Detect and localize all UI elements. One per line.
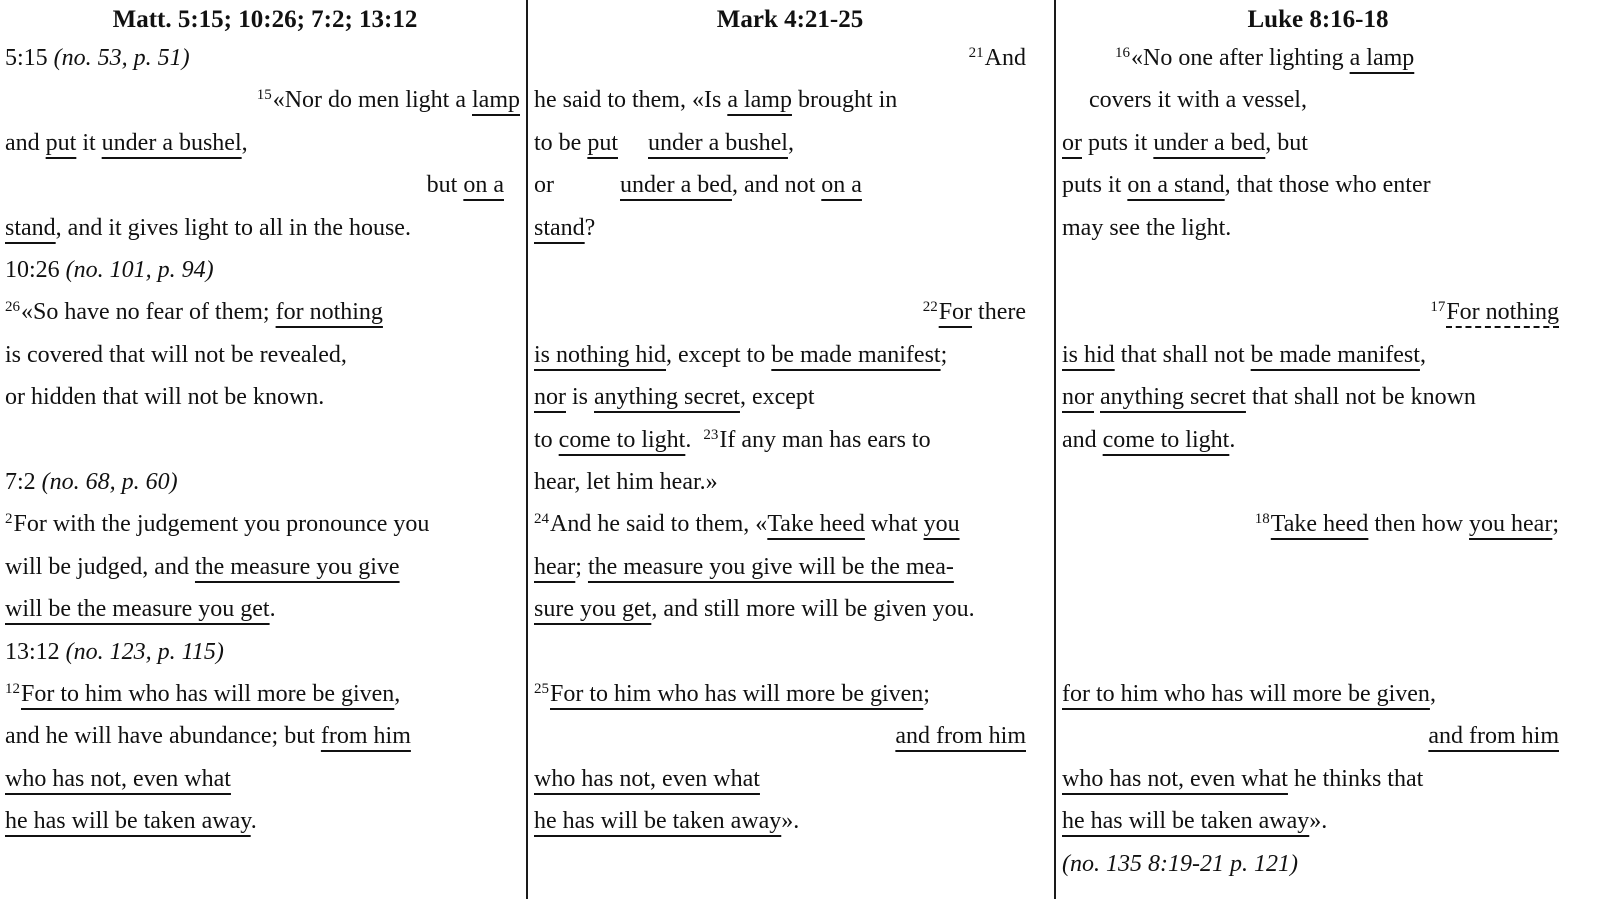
parallel-phrase: he has will be taken away [534, 808, 782, 835]
parallel-phrase: For to him who has will more be given [21, 681, 395, 707]
parallel-phrase: for nothing [275, 299, 383, 326]
text-segment: puts it [1062, 172, 1128, 199]
column-header-matthew: Matt. 5:15; 10:26; 7:2; 13:12 [112, 6, 418, 33]
text-segment: covers it with a vessel, [1089, 87, 1307, 114]
text-line [1062, 843, 1559, 886]
text-segment: . [1229, 426, 1236, 453]
parallel-phrase: under a bushel [648, 129, 788, 156]
text-line [5, 461, 520, 504]
parallel-phrase: anything secret [594, 384, 740, 411]
text-line [1062, 291, 1559, 334]
parallel-phrase: For to him who has will more be given [550, 681, 924, 707]
parallel-phrase: will be the measure you get [5, 596, 270, 623]
parallel-phrase: or [1062, 129, 1082, 156]
text-segment: ; [1552, 511, 1559, 538]
text-line [534, 376, 1026, 419]
text-line [1062, 758, 1559, 801]
parallel-phrase: Take heed [767, 511, 865, 538]
text-line [5, 291, 520, 334]
text-line [534, 79, 1026, 122]
text-segment: , but [1265, 129, 1308, 156]
text-line [1062, 800, 1559, 843]
text-line [5, 503, 520, 546]
text-segment: that shall not be known [1245, 384, 1476, 411]
verse-number: 2 [5, 511, 13, 528]
column-header-mark: Mark 4:21-25 [716, 6, 864, 33]
parallel-phrase: lamp [472, 87, 520, 114]
text-line [5, 715, 520, 758]
text-segment: And [984, 45, 1026, 71]
text-segment: then how [1368, 511, 1470, 538]
parallel-phrase: put [587, 129, 618, 156]
text-line [1062, 673, 1559, 716]
text-segment: , [241, 129, 248, 156]
text-line [5, 631, 520, 674]
text-segment: And he said to them, « [550, 511, 768, 538]
parallel-phrase: the measure you give [194, 553, 400, 580]
text-line [1062, 419, 1559, 462]
text-segment: 10:26 [5, 257, 66, 283]
text-line [5, 588, 520, 631]
text-segment: is [566, 384, 595, 411]
cross-reference: (no. 123, p. 115) [65, 638, 224, 665]
text-segment: , except to [666, 341, 772, 368]
parallel-phrase: is nothing hid [534, 341, 667, 368]
parallel-phrase: and from him [895, 723, 1026, 750]
verse-number: 12 [5, 681, 20, 697]
text-segment: may see the light. [1062, 214, 1232, 241]
parallel-phrase: who has not, even what [534, 765, 760, 792]
text-segment: he thinks that [1287, 765, 1424, 792]
text-segment: puts it [1082, 129, 1154, 156]
parallel-phrase: be made manifest [1250, 341, 1420, 368]
text-segment: , [394, 681, 401, 707]
text-line [1062, 376, 1559, 419]
text-segment [618, 130, 648, 156]
text-segment: ; [923, 681, 930, 707]
parallel-phrase: you hear [1469, 511, 1553, 538]
text-line [5, 758, 520, 801]
text-line [534, 758, 1026, 801]
column-matthew [5, 0, 520, 899]
column-divider-2 [1054, 0, 1056, 899]
text-line [5, 37, 520, 80]
text-line [534, 546, 1026, 589]
text-segment: For with the judgement you pronounce you [13, 511, 430, 538]
text-segment: «No one after lighting [1131, 45, 1350, 71]
column-mark [534, 0, 1026, 899]
parallel-phrase: be made manifest [771, 341, 941, 368]
text-line [5, 79, 520, 122]
parallel-phrase: on a stand [1127, 172, 1225, 199]
text-segment: . [269, 596, 276, 623]
text-line [5, 249, 520, 292]
text-segment: ». [781, 808, 800, 835]
text-line [5, 164, 520, 207]
text-segment: brought in [791, 87, 898, 114]
parallel-phrase: nor [1062, 384, 1094, 411]
text-segment: hear, let him hear.» [534, 469, 718, 495]
parallel-phrase: under a bed [1153, 129, 1266, 156]
text-segment: that shall not [1114, 341, 1251, 368]
text-segment: 13:12 [5, 638, 66, 665]
parallel-phrase: For nothing [1446, 299, 1559, 326]
text-segment: what [864, 511, 924, 538]
text-line [1062, 503, 1559, 546]
parallel-phrase: stand [5, 214, 56, 241]
text-line [534, 588, 1026, 631]
text-line [534, 164, 1026, 207]
text-line [5, 334, 520, 377]
verse-number: 18 [1254, 511, 1270, 528]
parallel-phrase: he has will be taken away [1062, 808, 1310, 835]
text-segment: ; [575, 553, 588, 580]
text-line [534, 715, 1026, 758]
text-segment: , except [739, 384, 815, 411]
text-segment: is covered that will not be revealed, [5, 341, 347, 368]
parallel-phrase: you [923, 511, 960, 538]
text-segment: or hidden that will not be known. [5, 384, 325, 411]
text-segment: and [1062, 426, 1103, 453]
text-segment: to [534, 426, 559, 453]
cross-reference: (no. 53, p. 51) [53, 45, 190, 71]
text-line [534, 291, 1026, 334]
verse-number: 24 [534, 511, 549, 528]
text-segment: , [787, 129, 794, 156]
text-segment: , that those who enter [1224, 172, 1431, 199]
text-segment: , and still more will be given you. [651, 596, 975, 623]
parallel-phrase: For [938, 299, 973, 326]
verse-number: 25 [534, 681, 549, 697]
text-line [534, 419, 1026, 462]
text-segment: . [685, 426, 704, 453]
parallel-phrase: under a bed [620, 172, 732, 199]
text-segment: 7:2 [5, 469, 42, 495]
text-segment: and [5, 129, 46, 156]
text-segment: or [534, 172, 620, 199]
cross-reference: (no. 68, p. 60) [41, 469, 178, 495]
parallel-phrase: put [45, 129, 77, 156]
parallel-phrase: stand [534, 214, 585, 241]
text-line [1062, 207, 1559, 250]
parallel-phrase: come to light [558, 426, 686, 453]
cross-reference: (no. 135 8:19-21 p. 121) [1062, 850, 1298, 877]
text-segment: , [1419, 341, 1426, 368]
text-segment: . [250, 808, 257, 835]
text-segment: 5:15 [5, 45, 54, 71]
parallel-phrase: under a bushel [101, 129, 242, 156]
text-segment: there [972, 299, 1026, 326]
parallel-phrase: for to him who has will more be given [1062, 681, 1430, 707]
text-line [5, 376, 520, 419]
text-segment: If any man has ears to [719, 426, 931, 453]
verse-number: 22 [922, 299, 938, 316]
text-segment: «So have no fear of them; [21, 299, 276, 326]
text-line [534, 207, 1026, 250]
text-segment: , [1429, 681, 1436, 707]
text-line [1062, 37, 1559, 80]
parallel-phrase: the measure you give will be the mea- [587, 553, 954, 580]
text-line [1062, 79, 1559, 122]
parallel-phrase: come to light [1102, 426, 1230, 453]
parallel-phrase: and from him [1428, 723, 1559, 750]
text-segment: ? [584, 214, 596, 241]
verse-number: 26 [5, 299, 20, 316]
verse-number: 21 [968, 45, 984, 61]
verse-number: 16 [1115, 45, 1130, 61]
text-line [5, 546, 520, 589]
parallel-phrase: he has will be taken away [5, 808, 251, 835]
text-segment: and he will have abundance; but [5, 723, 321, 750]
parallel-phrase: sure you get [534, 596, 652, 623]
text-line [534, 673, 1026, 716]
text-line [534, 800, 1026, 843]
column-luke [1062, 0, 1559, 899]
text-segment: «Nor do men light a [272, 87, 472, 114]
text-line [534, 461, 1026, 504]
column-divider-1 [526, 0, 528, 899]
text-line [1062, 334, 1559, 377]
verse-number: 15 [256, 87, 272, 104]
verse-number: 23 [703, 426, 719, 443]
parallel-phrase: from him [320, 723, 411, 750]
text-line [1062, 122, 1559, 165]
text-segment: ». [1309, 808, 1328, 835]
text-line [534, 503, 1026, 546]
parallel-phrase: a lamp [1349, 45, 1415, 71]
text-line [5, 122, 520, 165]
text-segment: will be judged, and [5, 553, 195, 580]
text-line [534, 334, 1026, 377]
parallel-phrase: who has not, even what [5, 765, 231, 792]
text-segment: to be [534, 129, 588, 156]
text-segment: he said to them, «Is [534, 87, 728, 114]
text-segment: but [426, 172, 464, 199]
text-line [5, 800, 520, 843]
parallel-phrase: Take heed [1270, 511, 1369, 538]
cross-reference: (no. 101, p. 94) [65, 257, 214, 283]
parallel-phrase: on a [821, 172, 862, 199]
text-segment: ; [940, 341, 948, 368]
parallel-phrase: hear [534, 553, 576, 580]
text-segment: , and it gives light to all in the house. [55, 214, 411, 241]
verse-number: 17 [1430, 299, 1446, 316]
parallel-phrase: on a [463, 172, 504, 199]
parallel-phrase: who has not, even what [1062, 765, 1288, 792]
text-line [5, 673, 520, 716]
text-line [534, 122, 1026, 165]
text-segment: it [76, 129, 102, 156]
text-line [1062, 715, 1559, 758]
text-line [534, 37, 1026, 80]
text-line [1062, 164, 1559, 207]
parallel-phrase: is hid [1062, 341, 1115, 368]
text-line [5, 207, 520, 250]
parallel-phrase: a lamp [727, 87, 792, 114]
column-header-luke: Luke 8:16-18 [1247, 6, 1389, 33]
text-segment: , and not [731, 172, 822, 199]
parallel-phrase: nor [534, 384, 566, 411]
parallel-phrase: anything secret [1100, 384, 1246, 411]
